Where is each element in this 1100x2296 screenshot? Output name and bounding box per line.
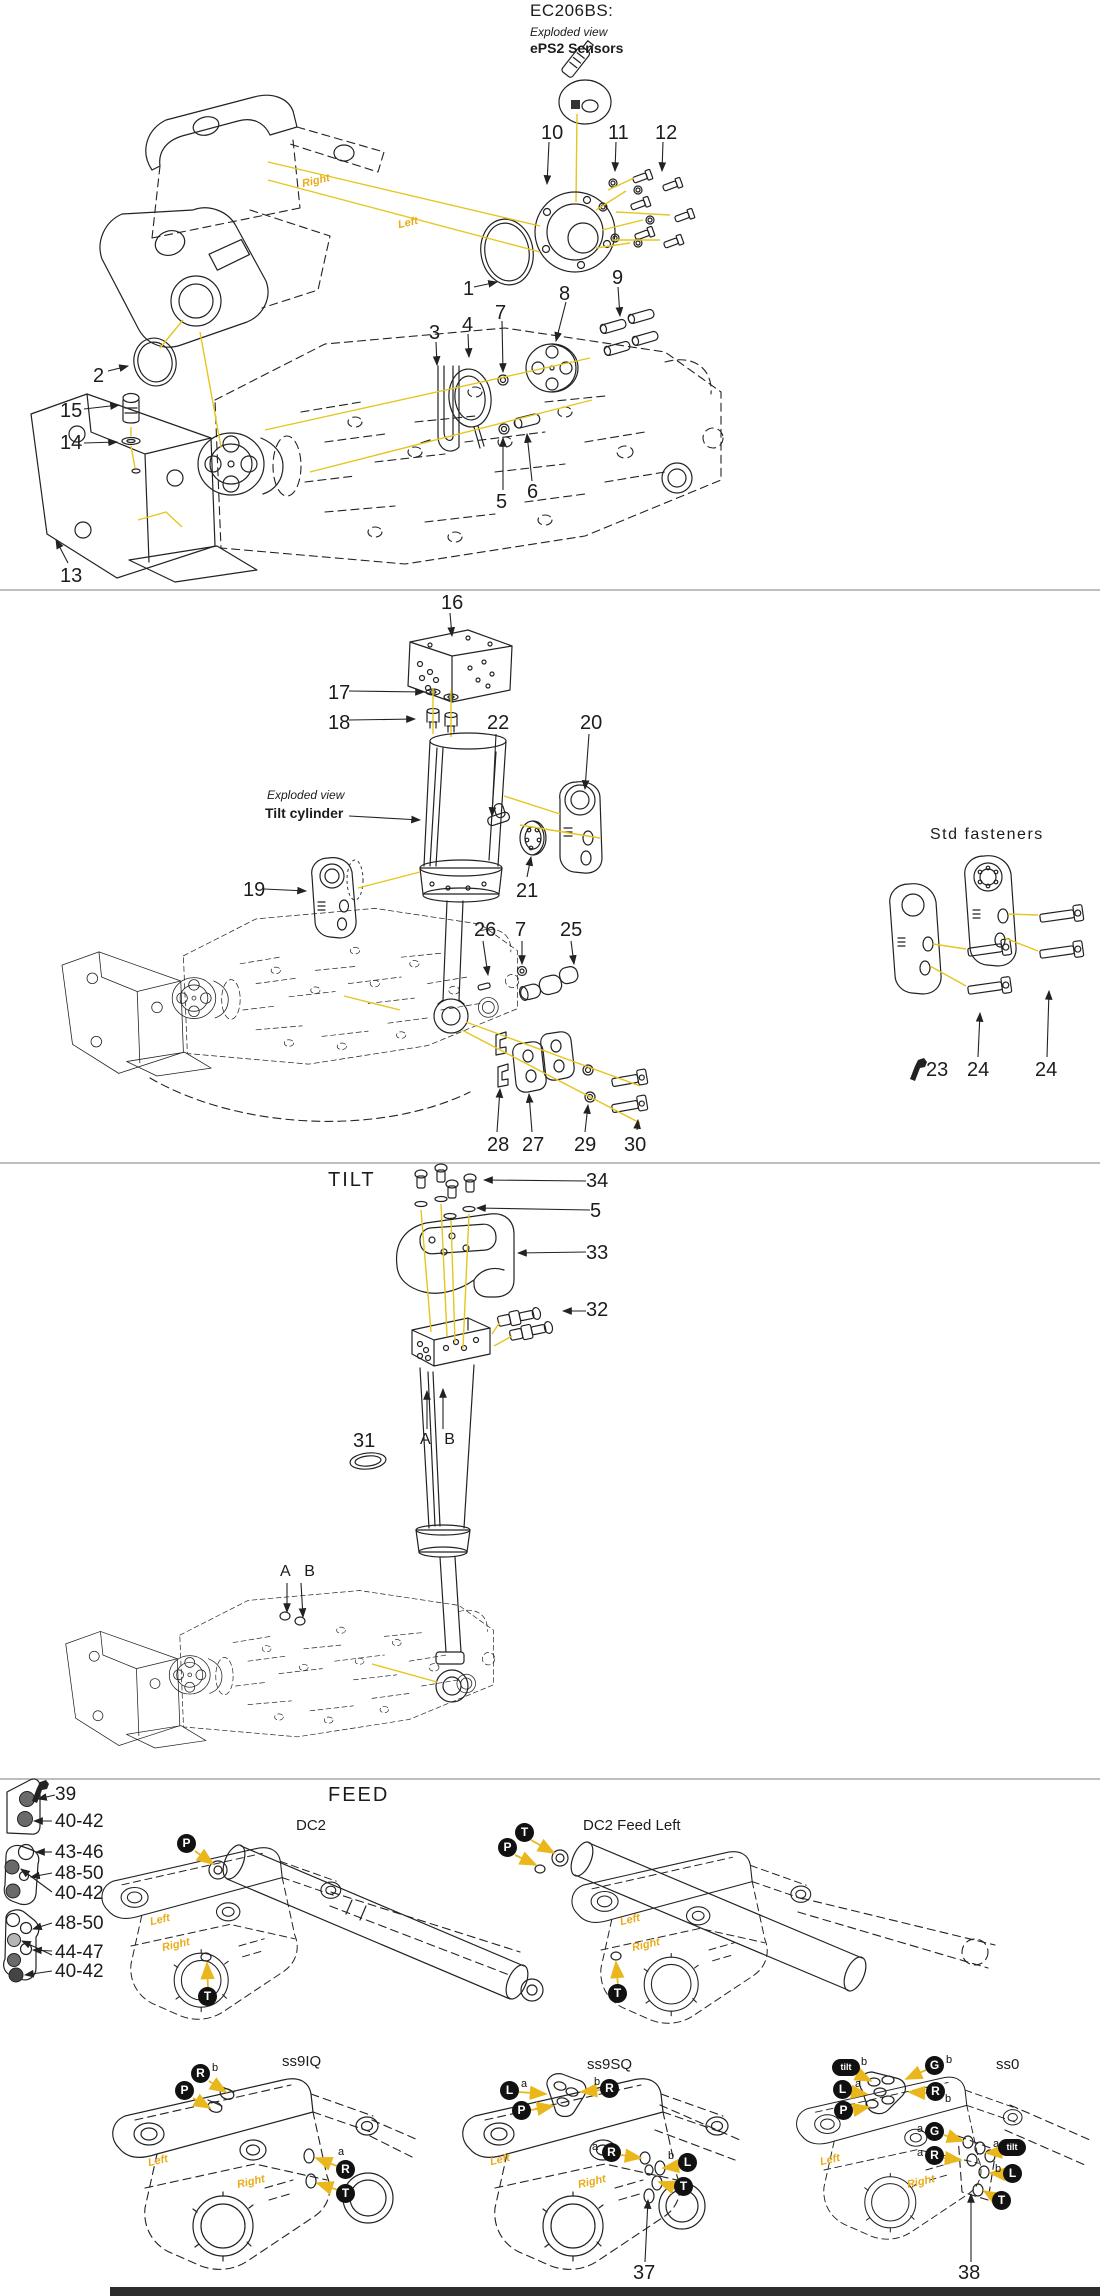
callout-9: 9 — [612, 267, 624, 289]
port-badge-r: R — [926, 2082, 945, 2101]
port-superscript-b: b — [946, 2054, 953, 2066]
bottom-table-edge — [110, 2287, 1100, 2296]
callout-24a: 24 — [967, 1059, 990, 1081]
callout-26: 26 — [474, 919, 497, 941]
port-badge-r: R — [336, 2160, 355, 2179]
tilt-cylinder-subject: Tilt cylinder — [265, 805, 344, 821]
port-superscript-a: a — [592, 2141, 599, 2153]
legend-43-46: 43-46 — [55, 1842, 104, 1863]
legend-40-42-a: 40-42 — [55, 1811, 104, 1832]
callout-22: 22 — [487, 712, 510, 734]
port-badge-p: P — [834, 2101, 853, 2120]
port-badge-l: L — [500, 2081, 519, 2100]
callout-13: 13 — [60, 565, 83, 587]
legend-48-50-a: 48-50 — [55, 1863, 104, 1884]
callout-8: 8 — [559, 283, 571, 305]
callout-15: 15 — [60, 400, 83, 422]
port-badge-p: P — [175, 2081, 194, 2100]
port-badge-r: R — [600, 2079, 619, 2098]
port-badge-t: T — [674, 2177, 693, 2196]
port-badge-r: R — [602, 2143, 621, 2162]
title-model: EC206BS: — [530, 1, 614, 20]
feed-section-art — [4, 1779, 1090, 2269]
port-superscript-b: b — [212, 2062, 219, 2074]
ss0-right-label: Right — [905, 2173, 936, 2192]
callout-12: 12 — [655, 122, 678, 144]
ports-label-upper: A B — [420, 1431, 460, 1448]
orientation-left-label: Left — [396, 214, 420, 232]
callout-10: 10 — [541, 122, 564, 144]
port-badge-t: T — [198, 1987, 217, 2006]
callout-25: 25 — [560, 919, 583, 941]
port-superscript-a: a — [917, 2123, 924, 2135]
wrench-icon — [910, 1058, 927, 1081]
ss9iq-left-label: Left — [146, 2152, 170, 2170]
port-badge-p: P — [512, 2101, 531, 2120]
callout-33: 33 — [586, 1242, 609, 1264]
callout-4: 4 — [462, 314, 474, 336]
callout-34: 34 — [586, 1170, 609, 1192]
variant-dc2: DC2 — [296, 1817, 327, 1834]
callout-17: 17 — [328, 682, 351, 704]
callout-3: 3 — [429, 322, 441, 344]
port-badge-t: T — [336, 2184, 355, 2203]
callout-21: 21 — [516, 880, 539, 902]
dc2-left-label: Left — [148, 1911, 172, 1929]
callout-11: 11 — [608, 122, 629, 144]
callout-2: 2 — [93, 365, 105, 387]
port-badge-r: R — [191, 2064, 210, 2083]
port-superscript-a: a — [993, 2138, 1000, 2150]
port-superscript-a: a — [855, 2078, 862, 2090]
callout-27: 27 — [522, 1134, 545, 1156]
port-badge-t: T — [515, 1823, 534, 1842]
port-superscript-b: b — [995, 2163, 1002, 2175]
port-superscript-b: b — [668, 2150, 675, 2162]
port-badge-tilt: tilt — [998, 2139, 1026, 2156]
callout-31: 31 — [353, 1430, 376, 1452]
variant-ss9iq: ss9IQ — [282, 2053, 322, 2070]
port-superscript-a: a — [917, 2147, 924, 2159]
variant-ss9sq: ss9SQ — [587, 2056, 633, 2073]
port-badge-p: P — [177, 1834, 196, 1853]
title-view-note: Exploded view — [530, 25, 608, 39]
port-badge-t: T — [992, 2191, 1011, 2210]
feed-title: FEED — [328, 1784, 390, 1806]
callout-32: 32 — [586, 1299, 609, 1321]
ss9sq-right-label: Right — [576, 2173, 607, 2192]
sensors-section-art — [31, 39, 723, 582]
dc2-right-label: Right — [160, 1936, 191, 1955]
variant-ss0: ss0 — [996, 2056, 1020, 2073]
port-superscript-b: b — [594, 2076, 601, 2088]
port-badge-t: T — [608, 1984, 627, 2003]
legend-39: 39 — [55, 1784, 77, 1805]
port-badge-l: L — [833, 2080, 852, 2099]
dc2fl-left-label: Left — [618, 1911, 642, 1929]
callout-20: 20 — [580, 712, 603, 734]
callout-38: 38 — [958, 2262, 981, 2284]
variant-dc2-feed-left: DC2 Feed Left — [583, 1817, 681, 1834]
orientation-right-label: Right — [300, 172, 331, 191]
port-badge-p: P — [498, 1838, 517, 1857]
callout-1: 1 — [463, 278, 475, 300]
port-badge-g: G — [925, 2056, 944, 2075]
tilt-cylinder-view-note: Exploded view — [267, 788, 345, 802]
legend-48-50-b: 48-50 — [55, 1913, 104, 1934]
port-badge-tilt: tilt — [832, 2059, 860, 2076]
ss9sq-left-label: Left — [488, 2151, 512, 2169]
dc2fl-right-label: Right — [630, 1936, 661, 1955]
port-badge-l: L — [678, 2153, 697, 2172]
callout-28: 28 — [487, 1134, 510, 1156]
tilt-section-art — [66, 1164, 590, 1748]
title-subject: ePS2 Sensors — [530, 40, 624, 56]
port-superscript-b: b — [945, 2093, 952, 2105]
port-badge-l: L — [1003, 2164, 1022, 2183]
tilt-cylinder-section-art — [62, 613, 1084, 1132]
callout-24b: 24 — [1035, 1059, 1058, 1081]
callout-19: 19 — [243, 879, 266, 901]
callout-7: 7 — [495, 302, 507, 324]
ss9iq-right-label: Right — [235, 2173, 266, 2192]
legend-44-47: 44-47 — [55, 1942, 104, 1963]
port-badge-r: R — [925, 2146, 944, 2165]
callout-23: 23 — [926, 1059, 949, 1081]
callout-18: 18 — [328, 712, 351, 734]
callout-30: 30 — [624, 1134, 647, 1156]
port-superscript-a: a — [521, 2078, 528, 2090]
legend-40-42-b: 40-42 — [55, 1883, 104, 1904]
ports-label-lower: A B — [280, 1563, 320, 1580]
legend-40-42-c: 40-42 — [55, 1961, 104, 1982]
port-superscript-b: b — [861, 2056, 868, 2068]
callout-6: 6 — [527, 481, 539, 503]
callout-29: 29 — [574, 1134, 597, 1156]
std-fasteners-title: Std fasteners — [930, 826, 1044, 843]
port-superscript-a: a — [338, 2146, 345, 2158]
tilt-title: TILT — [328, 1169, 376, 1191]
callout-14: 14 — [60, 432, 83, 454]
port-badge-g: G — [925, 2122, 944, 2141]
callout-37: 37 — [633, 2262, 656, 2284]
callout-5b: 5 — [590, 1200, 602, 1222]
ss0-left-label: Left — [818, 2151, 842, 2169]
callout-5: 5 — [496, 491, 508, 513]
callout-7b: 7 — [515, 919, 527, 941]
callout-16: 16 — [441, 592, 464, 614]
